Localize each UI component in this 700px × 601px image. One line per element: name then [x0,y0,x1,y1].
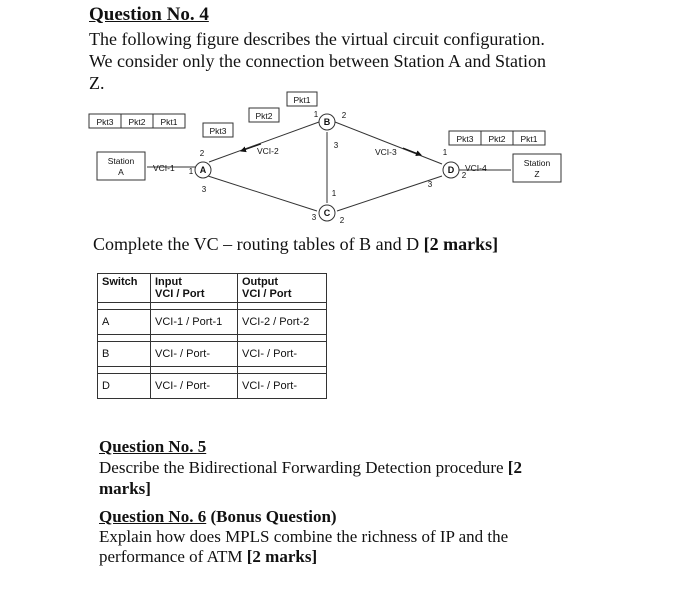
header-input [151,274,238,303]
right-queue-pkt2: Pkt2 [488,134,506,144]
question-6-text: performance of ATM [99,547,247,566]
left-queue-pkt1: Pkt1 [160,117,178,127]
station-z-line-1: Station [523,158,551,168]
table-instruction [93,233,498,255]
question-6-title: Question No. 6 [99,507,207,526]
header-switch: Switch [98,274,151,303]
table-header-row [98,274,327,303]
question-6-heading [99,506,337,527]
table-row-a [98,310,327,335]
vci-2-label: VCI-2 [257,146,279,156]
row-a-switch: A [98,310,151,335]
question-4-line-1: The following figure describes the virtual circuit configuration. [89,29,545,49]
row-b-output: VCI- / Port- [238,342,327,367]
left-queue-pkt2: Pkt2 [128,117,146,127]
port-c-1: 1 [331,189,337,198]
port-b-1: 1 [313,110,319,119]
port-b-3: 3 [333,141,339,150]
link-b-to-d [335,122,442,164]
question-4-title: Question No. 4 [89,4,209,25]
instruction-marks: [2 marks] [423,234,499,254]
arrow-vci-3 [403,148,421,155]
virtual-circuit-diagram [85,86,575,231]
port-d-3: 3 [427,180,433,189]
row-b-input: VCI- / Port- [151,342,238,367]
question-5-line-1 [99,457,522,478]
vci-1-label: VCI-1 [153,163,175,173]
packet-pkt2-on-link [249,108,279,122]
station-z [513,154,561,182]
question-6-marks: [2 marks] [246,547,318,566]
header-output [238,274,327,303]
station-z-line-2: Z [534,169,540,179]
row-a-output: VCI-2 / Port-2 [238,310,327,335]
station-a [97,152,145,180]
row-d-input: VCI- / Port- [151,374,238,399]
switch-b-label: B [323,117,331,127]
link-a-to-c [208,176,317,211]
port-d-2: 2 [461,171,467,180]
port-c-2: 2 [339,216,345,225]
packet-pkt2-label: Pkt2 [255,111,273,121]
station-a-line-1: Station [107,156,135,166]
port-d-1: 1 [442,148,448,157]
port-a-3: 3 [201,185,207,194]
station-a-line-2: A [118,167,124,177]
packet-pkt1-at-b [287,92,317,106]
header-input-line-1: Input [155,276,182,288]
switch-a-label: A [199,165,207,175]
port-b-2: 2 [341,111,347,120]
packet-queue-left [89,114,185,128]
link-c-to-d [337,176,442,211]
port-c-3: 3 [311,213,317,222]
diagram-canvas [85,86,575,231]
right-queue-pkt3: Pkt3 [456,134,474,144]
vc-routing-table [97,273,327,399]
question-5-text: Describe the Bidirectional Forwarding Detection procedure [99,458,508,477]
row-b-switch: B [98,342,151,367]
question-4-line-2: We consider only the connection between Station A and Station [89,51,546,71]
table-row-d [98,374,327,399]
question-5-marks-a: [2 [507,458,522,477]
question-6-bonus: (Bonus Question) [206,507,337,526]
question-5-marks-b: marks] [99,479,151,498]
instruction-text: Complete the VC – routing tables of B and D [93,234,424,254]
vci-3-label: VCI-3 [375,147,397,157]
switch-d-label: D [447,165,455,175]
packet-pkt1-label: Pkt1 [293,95,311,105]
question-5-title: Question No. 5 [99,437,207,456]
question-6-line-1: Explain how does MPLS combine the richness of IP and the [99,527,509,546]
question-4-line-3: Z. [89,73,105,93]
vci-4-label: VCI-4 [465,163,487,173]
row-d-switch: D [98,374,151,399]
table-row-b [98,342,327,367]
port-a-2: 2 [199,149,205,158]
packet-pkt3-label: Pkt3 [209,126,227,136]
packet-pkt3-on-a [203,123,233,137]
left-queue-pkt3: Pkt3 [96,117,114,127]
packet-queue-right [449,131,545,145]
right-queue-pkt1: Pkt1 [520,134,538,144]
port-a-1: 1 [188,167,194,176]
question-6-line-2 [99,546,317,567]
row-a-input: VCI-1 / Port-1 [151,310,238,335]
row-d-output: VCI- / Port- [238,374,327,399]
header-output-line-1: Output [242,276,279,288]
switch-c-label: C [323,208,331,218]
header-input-line-2: VCI / Port [155,288,205,300]
header-output-line-2: VCI / Port [242,288,292,300]
